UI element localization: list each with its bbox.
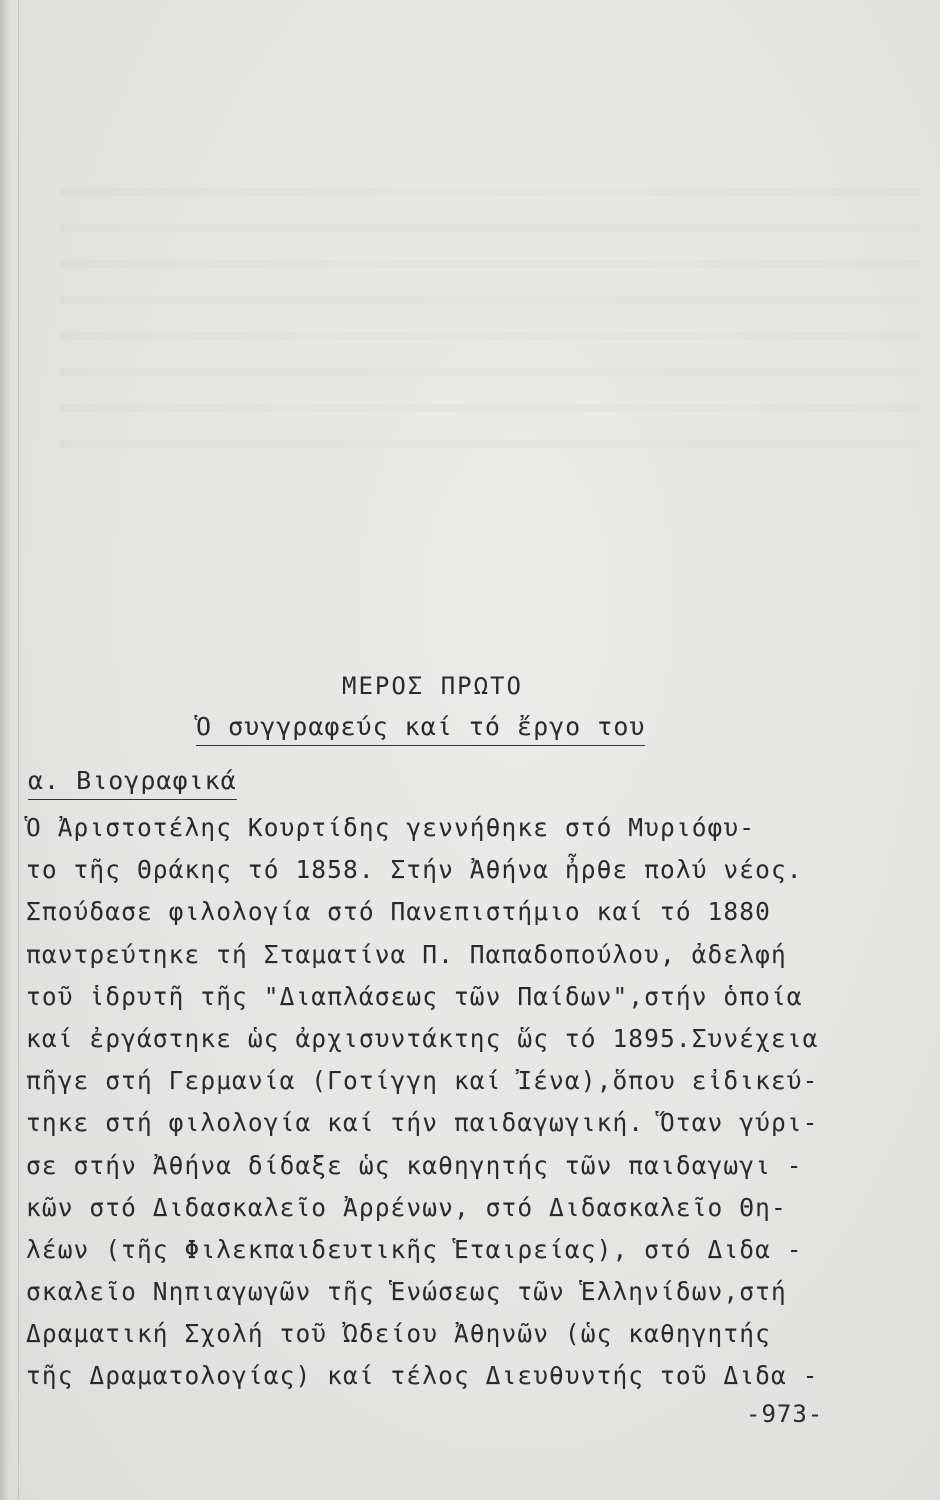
text-line: καί ἐργάστηκε ὡς ἀρχισυντάκτης ὥς τό 1895.Συνέχεια [26, 1023, 819, 1053]
text-line: το τῆς Θράκης τό 1858. Στήν Ἀθήνα ἦρθε πολύ νέος. [26, 855, 803, 885]
body-text [26, 807, 876, 1398]
text-line: τηκε στή φιλολογία καί τήν παιδαγωγική. Ὅταν γύρι- [26, 1108, 819, 1138]
subtitle: Ὁ συγγραφεύς καί τό ἔργο του [196, 712, 645, 746]
text-line: Δραματική Σχολή τοῦ Ὠδείου Ἀθηνῶν (ὡς καθηγητής [26, 1319, 771, 1349]
part-title: ΜΕΡΟΣ ΠΡΩΤΟ [342, 672, 523, 700]
text-line: Σπούδασε φιλολογία στό Πανεπιστήμιο καί τό 1880 [26, 897, 771, 927]
show-through-texture [60, 160, 920, 460]
text-line: σκαλεῖο Νηπιαγωγῶν τῆς Ἑνώσεως τῶν Ἑλληνίδων,στή [26, 1277, 787, 1307]
text-line: πῆγε στή Γερμανία (Γοτίγγη καί Ἰένα),ὅπου εἰδικεύ- [26, 1066, 819, 1096]
section-heading: α. Βιογραφικά [28, 766, 237, 800]
text-line: τοῦ ἱδρυτῆ τῆς "Διαπλάσεως τῶν Παίδων",στήν ὁποία [26, 981, 803, 1011]
text-line: λέων (τῆς Φιλεκπαιδευτικῆς Ἑταιρείας), στό Διδα - [26, 1234, 803, 1264]
text-line: τῆς Δραματολογίας) καί τέλος Διευθυντής τοῦ Διδα - [26, 1361, 819, 1391]
page-binding-edge [0, 0, 10, 1500]
page-number: -973- [746, 1400, 824, 1428]
text-line: Ὁ Ἀριστοτέλης Κουρτίδης γεννήθηκε στό Μυριόφυ- [26, 813, 756, 842]
text-line: παντρεύτηκε τή Σταματίνα Π. Παπαδοπούλου, ἀδελφή [26, 939, 787, 969]
binding-margin-line [18, 0, 19, 1500]
text-line: σε στήν Ἀθήνα δίδαξε ὡς καθηγητής τῶν παιδαγωγι - [26, 1150, 803, 1180]
text-line: κῶν στό Διδασκαλεῖο Ἀρρένων, στό Διδασκαλεῖο Θη- [26, 1192, 787, 1222]
